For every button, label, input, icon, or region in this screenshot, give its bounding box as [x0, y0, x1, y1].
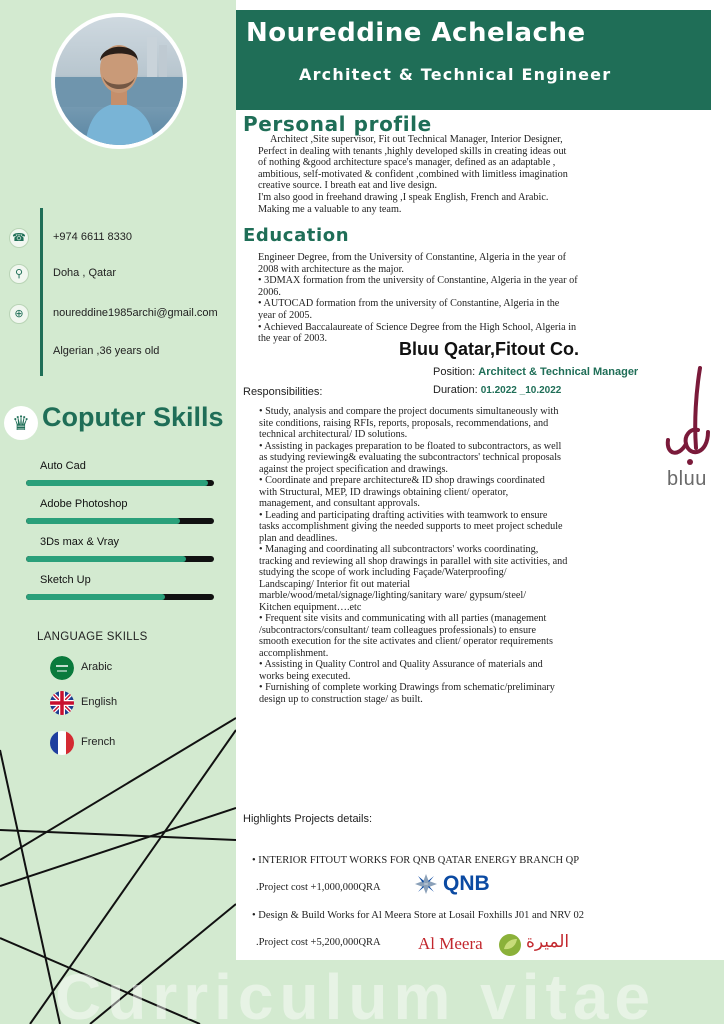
education-line: Engineer Degree, from the University of Constantine, Algeria in the year of — [258, 252, 567, 263]
responsibility-line: plan and deadlines. — [259, 532, 338, 544]
responsibility-line: • Assisting in packages preparation to be floated to subcontractors, as well — [259, 440, 562, 452]
responsibility-line: Landscaping/ Interior fit out material — [259, 578, 411, 590]
education-line: • Achieved Baccalaureate of Science Degree from the High School, Algeria in — [258, 321, 577, 333]
project-name: • INTERIOR FITOUT WORKS FOR QNB QATAR ENERGY BRANCH QP — [252, 855, 580, 866]
position-label: Position: — [433, 366, 476, 378]
person-name: Noureddine Achelache — [246, 18, 586, 48]
responsibility-line: /subcontractors/consultant/ team colleagues professionals) to ensure — [259, 624, 536, 636]
skill-bar — [26, 556, 214, 562]
language-title: LANGUAGE SKILLS — [37, 631, 148, 643]
skills-title: Coputer Skills — [42, 402, 224, 432]
profile-line: creative source. I breath eat and live design. — [258, 180, 438, 192]
duration-row — [433, 384, 561, 396]
position-value: Architect & Technical Manager — [478, 366, 639, 378]
nationality-text: Algerian ,36 years old — [53, 345, 160, 357]
header-banner — [236, 10, 711, 110]
profile-title: Personal profile — [243, 112, 432, 136]
responsibility-line: smooth execution for the site activates and client/ operator requirements — [259, 636, 553, 647]
skill-autocad — [26, 460, 214, 494]
responsibility-line: • Managing and coordinating all subcontractors' works coordinating, — [259, 544, 539, 555]
location-icon: ⚲ — [9, 264, 29, 284]
responsibility-line: against the project specification and drawings. — [259, 463, 448, 475]
responsibilities-label: Responsibilities: — [243, 386, 323, 398]
language-french — [50, 731, 230, 755]
responsibility-line: • Assisting in Quality Control and Quality Assurance of materials and — [259, 659, 543, 670]
responsibility-line: • Frequent site visits and communicating with all parties (management — [259, 613, 547, 624]
education-line: the year of 2003. — [258, 333, 328, 345]
education-text — [258, 252, 654, 345]
qnb-logo-mark — [413, 872, 439, 896]
profile-line: Perfect in dealing with tenants ,highly developed skills in creating ideas out — [258, 145, 567, 157]
skill-bar — [26, 518, 214, 524]
skill-label: Auto Cad — [40, 460, 86, 472]
profile-text — [258, 134, 654, 215]
responsibility-line: works being executed. — [259, 670, 351, 682]
project-cost: .Project cost +1,000,000QRA — [256, 882, 381, 893]
skill-label: 3Ds max & Vray — [40, 536, 120, 548]
almeera-logo — [418, 932, 600, 958]
qnb-logo-text: QNB — [443, 872, 490, 895]
duration-label: Duration: — [433, 384, 478, 396]
crown-icon: ♛ — [4, 406, 38, 440]
globe-icon: ⊕ — [9, 304, 29, 324]
profile-line: Architect ,Site supervisor, Fit out Technical Manager, Interior Designer, — [270, 134, 563, 145]
duration-value: 01.2022 _10.2022 — [480, 385, 562, 396]
responsibility-line: • Coordinate and prepare architecture& ID shop drawings coordinated — [259, 475, 545, 486]
profile-line: I'm also good in freehand drawing ,I speak English, French and Arabic. — [258, 191, 549, 203]
contact-location — [0, 264, 236, 286]
responsibility-line: • Study, analysis and compare the project documents simultaneously with — [259, 406, 559, 417]
contact-email — [0, 304, 236, 326]
responsibilities-list — [259, 406, 655, 705]
responsibility-line: marble/wood/metal/signage/lighting/sanitary ware/ gypsum/steel/ — [259, 590, 527, 601]
responsibility-line: design up to construction stage/ as built. — [259, 693, 423, 705]
contact-nationality — [0, 342, 236, 364]
bluu-logo-text: bluu — [667, 468, 707, 490]
location-text: Doha , Qatar — [53, 267, 116, 279]
highlights-title: Highlights Projects details: — [243, 813, 373, 825]
person-role: Architect & Technical Engineer — [299, 65, 612, 84]
language-arabic — [50, 656, 230, 680]
responsibility-line: site conditions, raising RFIs, reports, proposals, recommendations, and — [259, 417, 549, 429]
responsibility-line: • Leading and participating drafting activities with teamwork to ensure — [259, 509, 548, 521]
uk-flag-icon — [50, 691, 74, 715]
skill-bar — [26, 480, 214, 486]
project-name: • Design & Build Works for Al Meera Store at Losail Foxhills J01 and NRV 02 — [252, 910, 585, 921]
responsibility-line: studying the scope of work including Façade/Waterproofing/ — [259, 567, 507, 578]
education-title: Education — [243, 225, 350, 246]
skill-bar — [26, 594, 214, 600]
responsibility-line: with Structural, MEP, ID drawings obtaining client/ operator, — [259, 486, 509, 498]
responsibility-line: tracking and reviewing all shop drawings in parallel with site activities, and — [259, 555, 568, 567]
cv-watermark: Curriculum vitae — [55, 961, 657, 1024]
qnb-logo — [413, 872, 505, 896]
leaf-icon — [498, 933, 522, 957]
profile-line: Making me a valuable to any team. — [258, 203, 402, 215]
responsibility-line: • Furnishing of complete working Drawings from schematic/preliminary — [259, 682, 555, 693]
saudi-flag-icon — [50, 656, 74, 680]
skill-sketchup — [26, 574, 214, 608]
education-line: 2006. — [258, 286, 281, 298]
skill-photoshop — [26, 498, 214, 532]
education-line: • AUTOCAD formation from the university of Constantine, Algeria in the — [258, 298, 560, 310]
company-name: Bluu Qatar,Fitout Co. — [399, 339, 579, 359]
responsibility-line: tasks accomplishment giving the needed supports to meet project schedule — [259, 521, 563, 532]
responsibility-line: as studying reviewing& evaluating the subcontractors' technical proposals — [259, 452, 562, 463]
responsibility-line: Kitchen equipment….etc — [259, 601, 362, 613]
skill-3dsmax — [26, 536, 214, 570]
responsibility-line: management, and consultant approvals. — [259, 498, 420, 509]
responsibility-line: technical architectural/ ID solutions. — [259, 429, 408, 440]
contact-phone — [0, 228, 236, 250]
education-line: 2008 with architecture as the major. — [258, 263, 404, 275]
language-english — [50, 691, 230, 715]
phone-icon: ☎ — [9, 228, 29, 248]
profile-photo — [51, 13, 187, 149]
language-label: Arabic — [81, 661, 113, 673]
almeera-logo-text: Al Meera — [418, 934, 483, 953]
language-label: English — [81, 696, 118, 708]
skills-header — [4, 402, 236, 442]
position-row — [433, 366, 638, 378]
sidebar — [0, 0, 236, 1024]
profile-line: of nothing &good architecture space's manager, defined as an adaptable , — [258, 157, 556, 169]
skill-label: Adobe Photoshop — [40, 498, 128, 510]
skill-label: Sketch Up — [40, 574, 91, 586]
responsibility-line: accomplishment. — [259, 647, 329, 659]
education-line: • 3DMAX formation from the university of Constantine, Algeria in the year of — [258, 275, 578, 287]
france-flag-icon — [50, 731, 74, 755]
profile-line: ambitious, self-motivated & confident ,combined with limitless imagination — [258, 168, 568, 180]
language-label: French — [81, 736, 116, 748]
almeera-logo-arabic: الميرة — [526, 932, 570, 952]
education-line: year of 2005. — [258, 309, 313, 321]
phone-number: +974 6611 8330 — [53, 231, 133, 243]
project-cost: .Project cost +5,200,000QRA — [256, 937, 381, 948]
email-text[interactable]: noureddine1985archi@gmail.com — [53, 307, 218, 319]
